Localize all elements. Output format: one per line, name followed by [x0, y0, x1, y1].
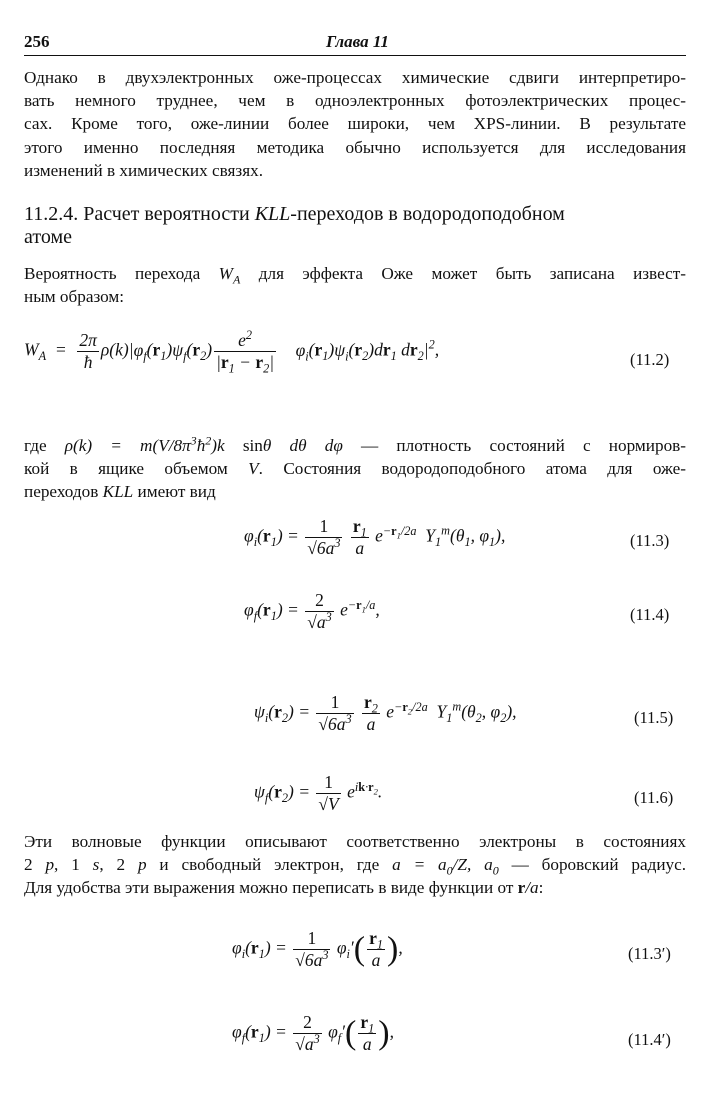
text-line: 2 p, 1 s, 2 p и свободный электрон, где $a = a_0/Z$, $a_0$ — боровский радиус. [24, 855, 687, 878]
equation-11-4: $\varphi_f(r_1)$ = $\frac{2}{√a^3}$ $e^{-r_1/a}$, [244, 590, 380, 632]
equation-11-2: $W_A$ = $\frac{2\pi}{ħ}$ $\rho(k)|\varphi_f(r_1)\psi_f(r_2)$ $\frac{e^2}{|r_1 - r_2|}$ $\varphi_i(r_1)\psi_i(r_2)dr_1$ $dr_2|^2$, [24, 328, 440, 376]
equation-number: (11.5) [634, 708, 674, 727]
equation-11-3-prime: $\varphi_i(r_1)$ = $\frac{1}{√6a^3}$ $\varphi_i'$( $\frac{r_1}{a}$ ), [232, 928, 403, 970]
text-line: этого именно последняя методика обычно используется для исследования [24, 137, 686, 157]
equation-number: (11.6) [634, 788, 674, 807]
transition-probability-paragraph [24, 262, 686, 308]
header-rule [24, 55, 686, 56]
section-title-part: Расчет вероятности [83, 203, 250, 225]
equation-number: (11.3′) [628, 944, 671, 963]
equation-number: (11.4′) [628, 1030, 671, 1049]
equation-number: (11.4) [630, 605, 670, 624]
text-line: Для удобства эти выражения можно переписать в виде функции от r/a: [24, 878, 544, 898]
text-line: Вероятность перехода $W_A$ для эффекта Оже может быть записана извест- [24, 264, 686, 287]
section-number: 11.2.4. [24, 203, 79, 225]
density-of-states-paragraph [24, 434, 686, 504]
section-title-kll: KLL [254, 203, 291, 225]
intro-paragraph [24, 66, 686, 182]
equation-number: (11.2) [630, 350, 670, 369]
text-line: Однако в двухэлектронных оже-процессах химические сдвиги интерпретиро- [24, 68, 686, 87]
wavefunctions-paragraph [24, 830, 686, 900]
equation-number: (11.3) [630, 531, 670, 550]
text-line: ным образом: [24, 287, 125, 307]
text-line: вать немного труднее, чем в одноэлектронных фотоэлектрических процес- [24, 91, 686, 111]
page-number: 256 [24, 32, 50, 51]
running-chapter-title: Глава 11 [326, 32, 389, 51]
equation-11-4-prime: $\varphi_f(r_1)$ = $\frac{2}{√a^3}$ $\varphi_f'$( $\frac{r_1}{a}$ ), [232, 1012, 394, 1054]
equation-11-5: $\psi_i(r_2)$ = $\frac{1}{√6a^3}$ $\frac{r_2}{a}$ $e^{-r_2/2a}$ $Y_1^m(\theta_2$, $\varphi_2$), [254, 692, 517, 734]
text-line: переходов KLL имеют вид [24, 482, 216, 502]
section-title-part: -переходов в водородоподобном [290, 203, 565, 225]
equation-11-6: $\psi_f(r_2)$ = $\frac{1}{√V}$ $e^{ik\cdot r_2}$. [254, 772, 383, 814]
text-line: сах. Кроме того, оже-линии более широки, чем XPS-линии. В результате [24, 114, 686, 134]
section-heading [24, 203, 686, 249]
text-line: Эти волновые функции описывают соответственно электроны в состояниях [24, 832, 686, 851]
section-title-line2: атоме [24, 226, 72, 248]
text-line: изменений в химических связях. [24, 160, 264, 180]
text-line: кой в ящике объемом V. Состояния водородоподобного атома для оже- [24, 459, 686, 479]
text-line: где $\rho(k) = m(V/8\pi^3ħ^2)k$ sinθ dθ dφ — плотность состояний с нормиров- [24, 433, 686, 455]
equation-11-3: $\varphi_i(r_1)$ = $\frac{1}{√6a^3}$ $\frac{r_1}{a}$ $e^{-r_1/2a}$ $Y_1^m(\theta_1$, $\varphi_1$), [244, 516, 506, 558]
